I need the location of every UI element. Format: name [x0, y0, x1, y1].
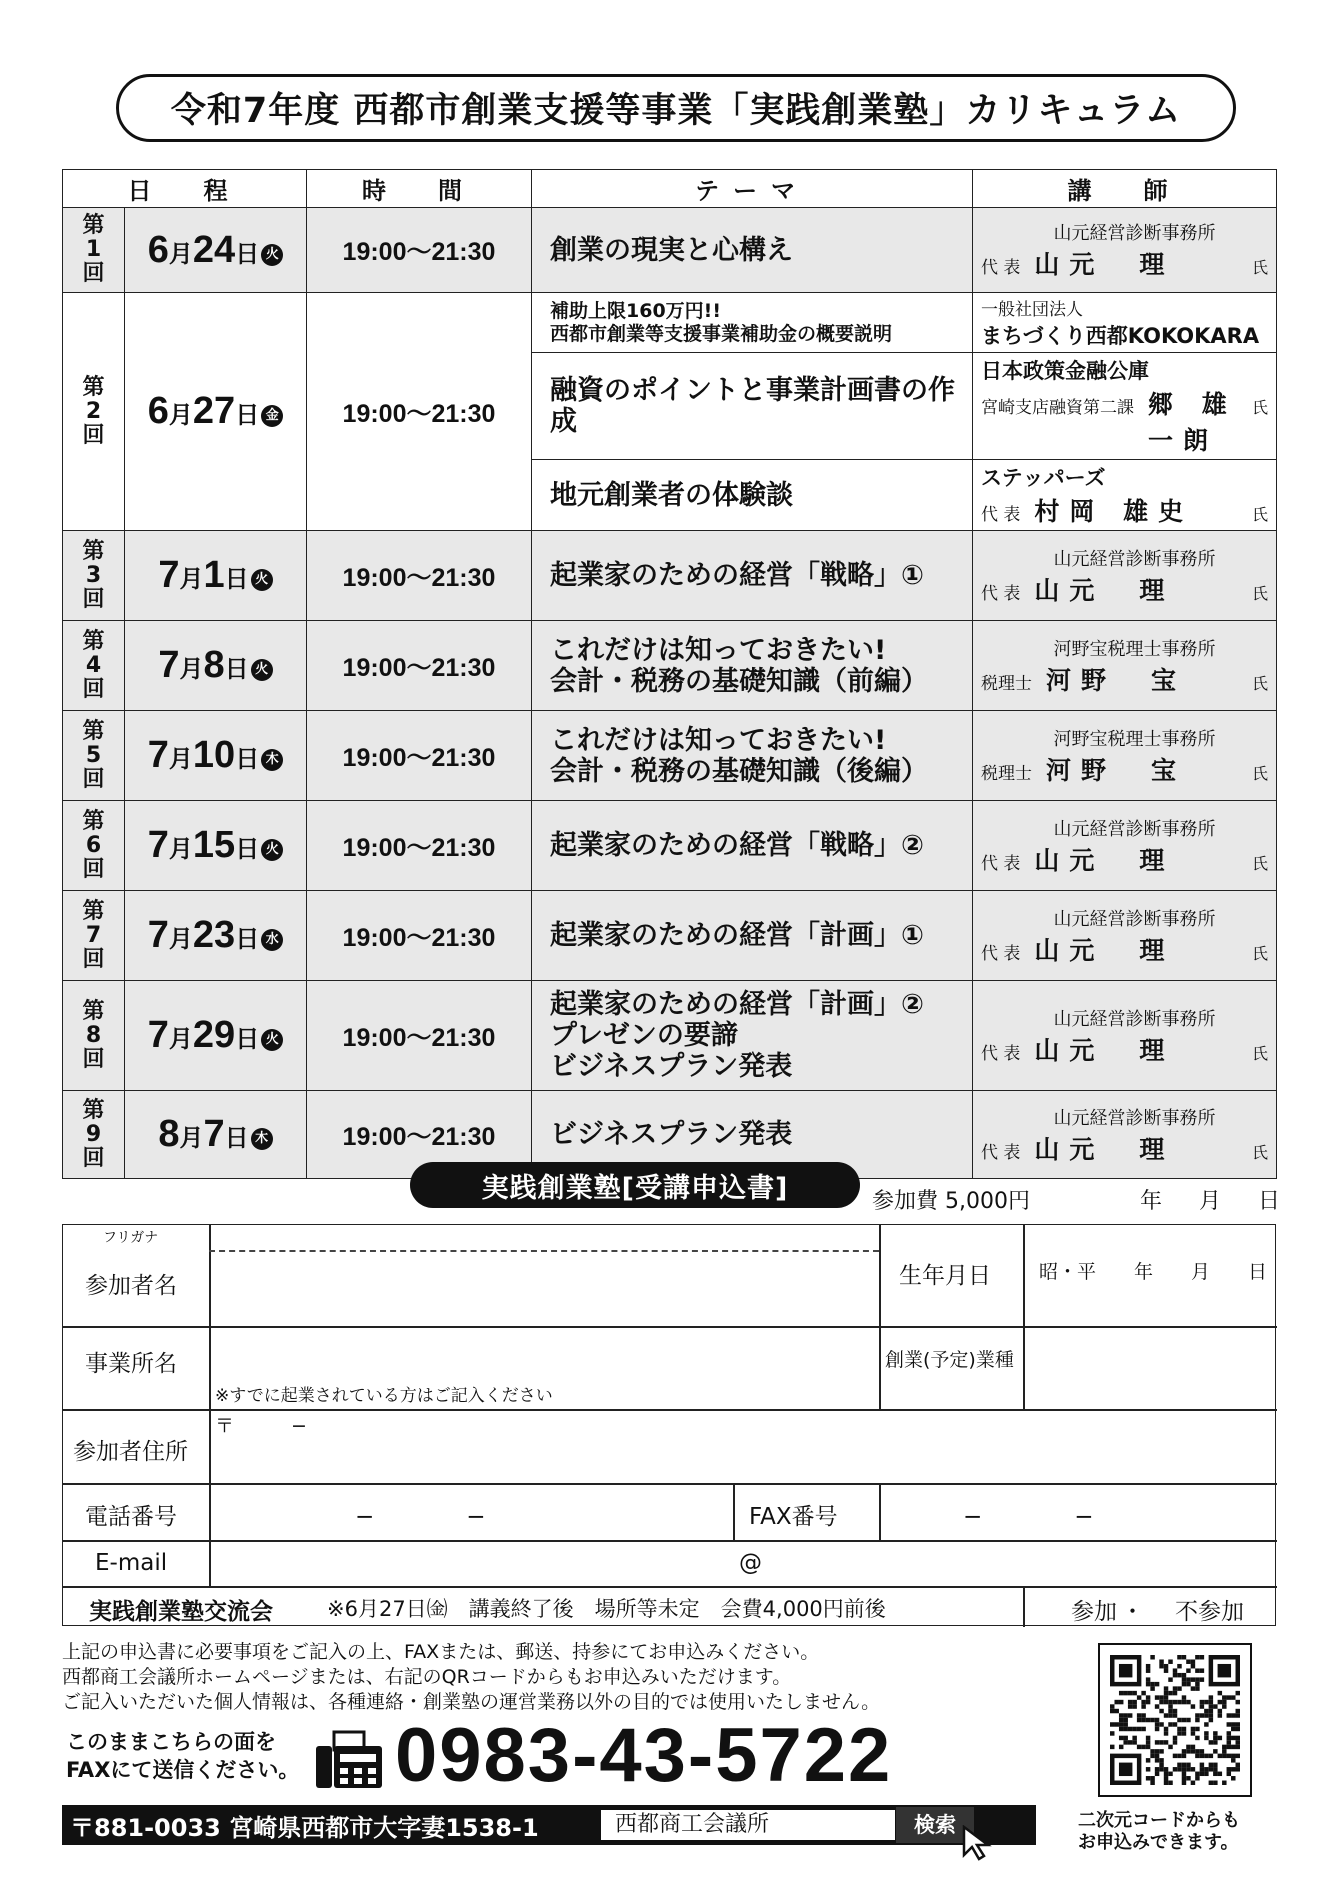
fax-note-line: このままこちらの面を — [66, 1730, 276, 1754]
session-number — [63, 891, 125, 981]
session-number — [63, 981, 125, 1091]
lecturer-suffix: 氏 — [1251, 763, 1268, 783]
session-number — [63, 531, 125, 621]
fax-label: FAX番号 — [749, 1504, 838, 1530]
session-number-char: 回 — [82, 676, 105, 702]
session-number-char: 4 — [85, 652, 102, 678]
lecturer-name: 山元 理 — [1034, 845, 1175, 875]
industry-input[interactable] — [1029, 1333, 1269, 1403]
search-button[interactable]: 検索 — [896, 1807, 974, 1843]
session-number — [63, 621, 125, 711]
session-lecturer — [973, 460, 1277, 531]
session-lecturer — [973, 621, 1277, 711]
weekday-badge: 火 — [261, 244, 283, 266]
theme-line: 起業家のための経営「計画」① — [550, 920, 924, 951]
lecturer-role: 代 表 — [981, 258, 1021, 278]
weekday-badge: 木 — [251, 1128, 273, 1150]
lecturer-name-line — [981, 245, 1268, 281]
session-number-char: 回 — [82, 1046, 105, 1072]
theme-line: 起業家のための経営「戦略」① — [550, 560, 924, 591]
session-number-char: 回 — [82, 422, 105, 448]
session-date — [125, 293, 307, 531]
day-unit: 日 — [224, 655, 249, 683]
note-line: ご記入いただいた個人情報は、各種連絡・創業塾の運営業務以外の目的では使用いたしません。 — [62, 1691, 881, 1713]
session-theme — [532, 621, 973, 711]
phone-input[interactable]: − − — [355, 1504, 486, 1530]
lecturer-name-line — [981, 1130, 1268, 1166]
day-unit: 日 — [224, 565, 249, 593]
day-unit: 日 — [235, 239, 260, 268]
session-number-char: 9 — [85, 1121, 102, 1147]
lecturer-organization: 河野宝税理士事務所 — [1053, 638, 1216, 660]
session-number-char: 6 — [85, 832, 102, 858]
weekday-badge: 火 — [251, 659, 273, 681]
weekday-badge: 火 — [261, 1029, 283, 1051]
lecturer-name-line — [981, 385, 1268, 457]
month-unit: 月 — [179, 655, 204, 683]
address-text: 〒881-0033 宮崎県西都市大字妻1538-1 — [70, 1813, 539, 1842]
session-date — [125, 621, 307, 711]
application-date: 年 月 日 — [1140, 1189, 1280, 1214]
month-unit: 月 — [168, 401, 193, 429]
date-day: 15 — [192, 824, 236, 866]
social-label: 実践創業塾交流会 — [89, 1599, 273, 1625]
session-number-char: 第 — [82, 538, 105, 564]
session-number-char: 3 — [85, 562, 102, 588]
session-date — [125, 1091, 307, 1179]
table-row — [63, 621, 1277, 711]
weekday-badge: 金 — [261, 405, 283, 427]
lecturer-suffix: 氏 — [1251, 505, 1268, 524]
lecturer-role: 代 表 — [981, 1142, 1021, 1163]
month-unit: 月 — [179, 565, 204, 593]
participant-input[interactable] — [221, 1257, 871, 1323]
lecturer-name: 河野 宝 — [1046, 665, 1187, 695]
application-form — [62, 1224, 1276, 1626]
session-number — [63, 711, 125, 801]
lecturer-organization: 山元経営診断事務所 — [1053, 908, 1216, 930]
lecturer-suffix: 氏 — [1251, 258, 1268, 277]
date-month: 6 — [147, 228, 169, 271]
date-month: 7 — [158, 644, 180, 686]
lecturer-name-line — [981, 661, 1268, 697]
lecturer-organization: 山元経営診断事務所 — [1053, 818, 1216, 840]
session-lecturer — [973, 981, 1277, 1091]
theme-line: これだけは知っておきたい! — [550, 724, 887, 756]
lecturer-name-line — [981, 1031, 1268, 1067]
session-date — [125, 531, 307, 621]
lecturer-suffix: 氏 — [1251, 673, 1268, 693]
birthdate-label: 生年月日 — [899, 1263, 991, 1289]
date-month: 7 — [158, 554, 180, 596]
day-unit: 日 — [224, 1124, 249, 1152]
session-time: 19:00〜21:30 — [307, 801, 532, 891]
weekday-badge: 火 — [251, 569, 273, 591]
lecturer-name: 山元 理 — [1034, 935, 1175, 965]
furigana-label: フリガナ — [103, 1230, 159, 1246]
theme-line: 地元創業者の体験談 — [550, 479, 793, 511]
option-separator: ・ — [1121, 1599, 1144, 1625]
session-number-char: 第 — [82, 898, 105, 924]
month-unit: 月 — [168, 835, 193, 863]
theme-line: プレゼンの要諦 — [550, 1020, 738, 1051]
business-name-label: 事業所名 — [85, 1351, 177, 1377]
session-number-char: 第 — [82, 628, 105, 654]
session-number — [63, 1091, 125, 1179]
lecturer-name: 山元 理 — [1034, 250, 1175, 279]
date-day: 7 — [203, 1113, 225, 1155]
lecturer-suffix: 氏 — [1251, 1142, 1268, 1162]
notes — [62, 1640, 880, 1715]
session-theme — [532, 531, 973, 621]
day-unit: 日 — [235, 1025, 260, 1053]
lecturer-organization: ステッパーズ — [981, 466, 1106, 490]
session-time: 19:00〜21:30 — [307, 1091, 532, 1179]
lecturer-name: 山元 理 — [1034, 575, 1175, 605]
theme-line: 融資のポイントと事業計画書の作成 — [550, 375, 955, 437]
qr-caption-line: 二次元コードからも — [1078, 1810, 1240, 1831]
business-name-input[interactable]: ※すでに起業されている方はご記入ください — [215, 1386, 553, 1406]
lecturer-name: 村岡 雄史 — [1034, 497, 1194, 526]
session-time: 19:00〜21:30 — [307, 711, 532, 801]
table-row — [63, 891, 1277, 981]
fax-note-line: FAXにて送信ください。 — [66, 1758, 300, 1782]
day-unit: 日 — [235, 401, 260, 429]
session-number-char: 2 — [85, 398, 102, 424]
table-row — [63, 981, 1277, 1091]
lecturer-organization: 山元経営診断事務所 — [1053, 548, 1216, 570]
lecturer-organization: 山元経営診断事務所 — [1053, 223, 1216, 244]
lecturer-organization: 河野宝税理士事務所 — [1053, 728, 1216, 750]
session-date — [125, 711, 307, 801]
month-unit: 月 — [179, 1124, 204, 1152]
lecturer-suffix: 氏 — [1251, 583, 1268, 603]
lecturer-name-line — [981, 571, 1268, 607]
session-number-char: 回 — [82, 946, 105, 972]
birthdate-input[interactable]: 昭・平 年 月 日 — [1039, 1261, 1268, 1283]
qr-code[interactable] — [1098, 1643, 1252, 1797]
date-month: 7 — [147, 734, 169, 776]
session-theme — [532, 711, 973, 801]
session-number-char: 第 — [82, 374, 105, 400]
session-theme — [532, 208, 973, 293]
lecturer-role: 税理士 — [981, 763, 1032, 784]
session-number-char: 1 — [85, 237, 102, 262]
day-unit: 日 — [235, 745, 260, 773]
session-time: 19:00〜21:30 — [307, 891, 532, 981]
table-row — [63, 208, 1277, 293]
session-number-char: 第 — [82, 213, 105, 238]
session-number-char: 回 — [82, 586, 105, 612]
session-number — [63, 208, 125, 293]
lecturer-organization: 山元経営診断事務所 — [1053, 1008, 1216, 1030]
date-month: 7 — [147, 824, 169, 866]
attend-option[interactable]: 参加 — [1071, 1599, 1117, 1625]
lecturer-name-line — [981, 751, 1268, 787]
date-day: 29 — [192, 1014, 236, 1056]
qr-code-icon — [1110, 1655, 1240, 1785]
session-time: 19:00〜21:30 — [307, 293, 532, 531]
session-time: 19:00〜21:30 — [307, 621, 532, 711]
address-label: 参加者住所 — [73, 1439, 188, 1465]
date-day: 24 — [192, 228, 236, 271]
session-number — [63, 293, 125, 531]
session-date — [125, 891, 307, 981]
session-number-char: 第 — [82, 718, 105, 744]
lecturer-role: 宮崎支店融資第二課 — [981, 398, 1134, 418]
theme-line: 西都市創業等支援事業補助金の概要説明 — [550, 322, 893, 345]
email-label: E-mail — [95, 1550, 168, 1576]
table-row — [63, 711, 1277, 801]
date-day: 23 — [192, 914, 236, 956]
social-note: ※6月27日㈮ 講義終了後 場所等未定 会費4,000円前後 — [327, 1597, 886, 1621]
lecturer-suffix: 氏 — [1251, 853, 1268, 873]
lecturer-role: 代 表 — [981, 505, 1021, 525]
session-number-char: 8 — [85, 1022, 102, 1048]
theme-line: 創業の現実と心構え — [550, 234, 793, 266]
table-row — [63, 531, 1277, 621]
industry-label: 創業(予定)業種 — [885, 1349, 1014, 1371]
month-unit: 月 — [168, 745, 193, 773]
session-number-char: 7 — [85, 922, 102, 948]
session-number-char: 5 — [85, 742, 102, 768]
date-day: 10 — [192, 734, 236, 776]
session-theme — [532, 353, 973, 460]
weekday-badge: 火 — [261, 839, 283, 861]
theme-line: 会計・税務の基礎知識（後編） — [550, 755, 928, 787]
lecturer-role: 税理士 — [981, 673, 1032, 694]
lecturer-suffix: 氏 — [1251, 398, 1268, 417]
session-lecturer — [973, 208, 1277, 293]
address-input[interactable]: 〒 − — [215, 1415, 307, 1437]
qr-caption-line: お申込みできます。 — [1078, 1832, 1239, 1853]
lecturer-role: 代 表 — [981, 1043, 1021, 1064]
theme-line: 起業家のための経営「戦略」② — [550, 830, 924, 861]
session-number-char: 第 — [82, 808, 105, 834]
date-month: 6 — [147, 390, 169, 432]
date-month: 8 — [158, 1113, 180, 1155]
date-day: 27 — [192, 390, 236, 432]
note-line: 西都商工会議所ホームページまたは、右記のQRコードからもお申込みいただけます。 — [62, 1666, 792, 1688]
date-day: 1 — [203, 554, 225, 596]
theme-line: 補助上限160万円!! — [550, 299, 721, 322]
session-number-char: 第 — [82, 998, 105, 1024]
session-date — [125, 208, 307, 293]
session-lecturer — [973, 891, 1277, 981]
header-lecturer: 講 師 — [973, 170, 1277, 208]
phone-label: 電話番号 — [85, 1504, 177, 1530]
session-number-char: 回 — [82, 1145, 105, 1171]
session-theme — [532, 981, 973, 1091]
fax-machine-icon — [316, 1730, 382, 1788]
session-number — [63, 801, 125, 891]
session-number-char: 第 — [82, 1097, 105, 1123]
fax-input[interactable]: − − — [963, 1504, 1094, 1530]
lecturer-name-line — [981, 841, 1268, 877]
date-day: 8 — [203, 644, 225, 686]
table-row — [63, 801, 1277, 891]
qr-caption — [1078, 1810, 1240, 1854]
session-lecturer — [973, 353, 1277, 460]
theme-line: これだけは知っておきたい! — [550, 634, 887, 666]
email-input[interactable]: @ — [739, 1550, 762, 1576]
lecturer-role: 代 表 — [981, 943, 1021, 964]
lecturer-organization: 日本政策金融公庫 — [981, 359, 1149, 383]
note-line: 上記の申込書に必要事項をご記入の上、FAXまたは、郵送、持参にてお申込みください。 — [62, 1641, 820, 1663]
fax-number: 0983-43-5722 — [395, 1713, 893, 1798]
lecturer-name: 山元 理 — [1034, 1134, 1175, 1164]
session-number-char: 回 — [82, 766, 105, 792]
table-row — [63, 293, 1277, 353]
session-theme — [532, 891, 973, 981]
theme-line: 起業家のための経営「計画」② — [550, 989, 924, 1020]
session-number-char: 回 — [82, 261, 105, 286]
cursor-icon — [960, 1825, 998, 1861]
session-date — [125, 801, 307, 891]
day-unit: 日 — [235, 835, 260, 863]
lecturer-name: 郷 雄一朗 — [1148, 390, 1237, 455]
lecturer-suffix: 氏 — [1251, 1043, 1268, 1063]
session-time: 19:00〜21:30 — [307, 531, 532, 621]
lecturer-organization: 一般社団法人 — [981, 300, 1083, 320]
lecturer-role: 代 表 — [981, 853, 1021, 874]
session-time: 19:00〜21:30 — [307, 981, 532, 1091]
theme-line: ビジネスプラン発表 — [550, 1051, 793, 1082]
lecturer-name-line — [981, 492, 1268, 528]
session-lecturer — [973, 1091, 1277, 1179]
session-number-char: 回 — [82, 856, 105, 882]
session-lecturer — [973, 801, 1277, 891]
table-header — [63, 170, 1277, 208]
not-attend-option[interactable]: 不参加 — [1175, 1599, 1244, 1625]
session-lecturer — [973, 711, 1277, 801]
session-theme — [532, 293, 973, 353]
theme-line: ビジネスプラン発表 — [550, 1119, 793, 1150]
search-input[interactable]: 西都商工会議所 — [600, 1809, 896, 1841]
lecturer-suffix: 氏 — [1251, 943, 1268, 963]
session-lecturer — [973, 293, 1277, 353]
weekday-badge: 木 — [261, 749, 283, 771]
page-title: 令和7年度 西都市創業支援等事業「実践創業塾」カリキュラム — [116, 74, 1236, 142]
session-theme — [532, 460, 973, 531]
lecturer-organization: 山元経営診断事務所 — [1053, 1107, 1216, 1129]
session-theme — [532, 801, 973, 891]
curriculum-table — [62, 169, 1277, 1179]
lecturer-name: 河野 宝 — [1046, 755, 1187, 785]
session-time: 19:00〜21:30 — [307, 208, 532, 293]
header-time: 時 間 — [307, 170, 532, 208]
date-month: 7 — [147, 914, 169, 956]
theme-line: 会計・税務の基礎知識（前編） — [550, 665, 928, 697]
header-date: 日 程 — [63, 170, 307, 208]
application-title: 実践創業塾[受講申込書] — [410, 1162, 860, 1208]
lecturer-role: 代 表 — [981, 583, 1021, 604]
lecturer-name: 山元 理 — [1034, 1035, 1175, 1065]
weekday-badge: 水 — [261, 929, 283, 951]
date-month: 7 — [147, 1014, 169, 1056]
session-lecturer — [973, 531, 1277, 621]
lecturer-organization: まちづくり西都KOKOKARA — [981, 324, 1260, 348]
header-theme: テーマ — [532, 170, 973, 208]
lecturer-name-line — [981, 931, 1268, 967]
month-unit: 月 — [168, 925, 193, 953]
fax-instruction — [66, 1728, 299, 1784]
month-unit: 月 — [168, 239, 193, 268]
participant-label: 参加者名 — [85, 1273, 177, 1299]
day-unit: 日 — [235, 925, 260, 953]
month-unit: 月 — [168, 1025, 193, 1053]
session-date — [125, 981, 307, 1091]
fee-text: 参加費 5,000円 — [872, 1189, 1030, 1214]
